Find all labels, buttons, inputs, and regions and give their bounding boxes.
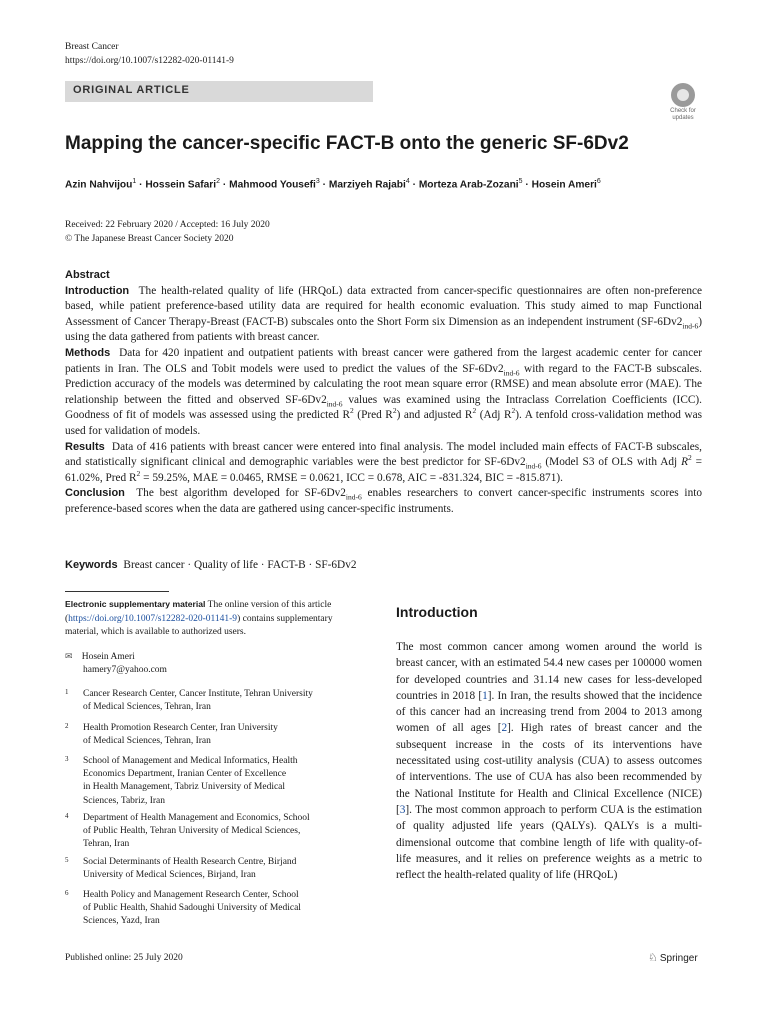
- abstract-text: The best algorithm developed for SF-6Dv2: [136, 487, 346, 500]
- italic-r: R: [681, 456, 688, 469]
- author-separator: ·: [522, 179, 532, 191]
- conclusion-label: Conclusion: [65, 487, 125, 500]
- check-updates-line2: updates: [672, 114, 694, 121]
- author-affiliation-ref: 1: [132, 178, 137, 185]
- affiliation-2: [65, 722, 365, 748]
- abstract-text: (Adj R: [476, 409, 512, 422]
- copyright-notice: © The Japanese Breast Cancer Society 2020: [65, 233, 234, 244]
- check-updates-line1: Check for: [670, 108, 696, 114]
- affiliation-line: Cancer Research Center, Cancer Institute, Tehran University: [83, 689, 313, 699]
- affiliation-line: in Health Management, Tabriz University of Medical: [83, 782, 286, 793]
- superscript: 2: [392, 406, 397, 416]
- abstract-text: (Pred R: [353, 409, 393, 422]
- keywords-label: Keywords: [65, 559, 118, 571]
- subscript: ind-6: [326, 399, 343, 408]
- envelope-icon: ✉: [65, 652, 73, 662]
- check-for-updates-badge[interactable]: [662, 83, 704, 125]
- article-doi[interactable]: https://doi.org/10.1007/s12282-020-01141-9: [65, 56, 234, 66]
- keywords-line: [65, 559, 357, 571]
- esm-label: Electronic supplementary material: [65, 599, 206, 609]
- published-date: Published online: 25 July 2020: [65, 953, 183, 963]
- citation-link[interactable]: 3: [399, 803, 406, 816]
- affiliation-5: [65, 856, 365, 882]
- check-updates-icon: [671, 83, 695, 107]
- affiliation-6: [65, 889, 365, 929]
- body-text: ]. The most common approach to perform CUA is the estimation of quality adjusted life years (QALYs). QALYs is a multi-dimensional outcome that combine length of life with quality-of-life measures, and it relies on preference weights as a metric to reflect the health-related quality of life (HRQoL): [396, 803, 702, 882]
- subscript: ind-6: [682, 321, 699, 331]
- author-separator: ·: [319, 179, 329, 191]
- superscript: 2: [350, 406, 354, 416]
- affiliation-line: Sciences, Tabriz, Iran: [83, 795, 165, 806]
- author-name[interactable]: Morteza Arab-Zozani: [418, 179, 519, 191]
- abstract-text: = 59.25%, MAE = 0.0465, RMSE = 0.0621, ICC = 0.678, AIC = -831.324, BIC = -815.871).: [140, 471, 563, 484]
- affiliation-1: [65, 688, 365, 714]
- subscript: ind-6: [503, 367, 520, 377]
- article-dates: [65, 219, 270, 246]
- affiliation-line: Economics Department, Iranian Center of Excellence: [83, 769, 287, 780]
- subscript: ind-6: [525, 461, 542, 471]
- abstract-text: Data for 420 inpatient and outpatient patients with breast cancer were gathered from the largest academic center for cancer patients in Iran. The OLS and Tobit models were used to predict the values of the SF-6Dv2: [65, 346, 702, 375]
- springer-horse-icon: ♘: [648, 951, 658, 964]
- abstract-text: values was examined using the Intraclass Correlation Coefficients (ICC). Goodness of fit of models was assessed using the predicted R: [65, 393, 702, 422]
- introduction-body: [396, 639, 702, 883]
- author-affiliation-ref: 5: [518, 178, 523, 185]
- affiliation-number: 4: [65, 812, 69, 820]
- corresponding-name: Hosein Ameri: [81, 652, 135, 662]
- affiliation-line: Health Policy and Management Research Center, School: [83, 890, 299, 900]
- affiliation-line: of Medical Sciences, Tehran, Iran: [83, 736, 211, 747]
- affiliation-line: Social Determinants of Health Research Centre, Birjand: [83, 857, 297, 867]
- introduction-label: Introduction: [65, 284, 130, 297]
- abstract-text: ). A tenfold cross-validation method was used for validation of models.: [65, 409, 702, 437]
- author-name[interactable]: Hosein Ameri: [531, 179, 597, 191]
- abstract-results: [65, 440, 702, 487]
- esm-text: The online version of this article (: [65, 600, 332, 624]
- abstract-conclusion: [65, 486, 702, 517]
- affiliation-line: of Public Health, Tehran University of Medical Sciences,: [83, 826, 301, 837]
- author-affiliation-ref: 2: [216, 178, 221, 185]
- author-separator: ·: [220, 179, 230, 191]
- publisher-name: Springer: [659, 953, 698, 964]
- author-affiliation-ref: 3: [315, 178, 320, 185]
- affiliation-line: of Public Health, Shahid Sadoughi University of Medical: [83, 903, 301, 914]
- results-label: Results: [65, 440, 105, 453]
- keywords-text: Breast cancer · Quality of life · FACT-B · SF-6Dv2: [123, 559, 357, 571]
- author-affiliation-ref: 4: [405, 178, 410, 185]
- affiliation-4: [65, 812, 365, 852]
- article-title: Mapping the cancer-specific FACT-B onto the generic SF-6Dv2: [65, 133, 629, 154]
- affiliation-3: [65, 755, 365, 808]
- abstract-text: = 61.02%, Pred R: [65, 456, 702, 484]
- affiliation-number: 5: [65, 856, 69, 864]
- abstract-text: ) and adjusted R: [396, 409, 473, 422]
- author-list: [65, 178, 601, 190]
- corresponding-author: [65, 651, 167, 677]
- affiliation-number: 3: [65, 755, 69, 763]
- body-text: ]. High rates of breast cancer and the subsequent increase in the costs of its interventions have necessitated using cost-utility analysis (CUA) to assess outcomes of interventions. The use of CUA has also been recommended by the National Institute for Health and Clinical Excellence (NICE) [: [396, 722, 702, 816]
- affiliation-number: 1: [65, 688, 69, 696]
- affiliation-number: 2: [65, 722, 69, 730]
- abstract-text: enables researchers to convert cancer-specific instruments scores into preference-based scores when the data are gathered using cancer-specific instruments.: [65, 487, 703, 515]
- abstract-heading: Abstract: [65, 269, 110, 281]
- author-name[interactable]: Marziyeh Rajabi: [328, 179, 406, 191]
- author-separator: ·: [136, 179, 146, 191]
- footnote-divider: [65, 591, 169, 592]
- journal-name: Breast Cancer: [65, 42, 119, 52]
- abstract-section: [65, 268, 702, 518]
- affiliation-line: University of Medical Sciences, Birjand, Iran: [83, 870, 256, 881]
- abstract-text: The health-related quality of life (HRQoL) data extracted from cancer-specific questionnaires are often non-preference based, while patient preference-based utility data are required for health economic evaluation. This study aimed to map Functional Assessment of Cancer Therapy-Breast (FACT-B) subscales onto the Short Form six Dimension as an independent instrument (SF-6Dv2: [65, 284, 702, 328]
- author-separator: ·: [409, 179, 419, 191]
- affiliation-line: Health Promotion Research Center, Iran University: [83, 723, 278, 733]
- author-name[interactable]: Hossein Safari: [145, 179, 217, 191]
- affiliation-line: of Medical Sciences, Tehran, Iran: [83, 702, 211, 713]
- supplementary-material-note: [65, 598, 365, 640]
- esm-text: ) contains supplementary material, which is available to authorized users.: [65, 613, 333, 637]
- author-affiliation-ref: 6: [596, 178, 601, 185]
- abstract-introduction: [65, 284, 702, 346]
- citation-link[interactable]: 1: [482, 689, 488, 702]
- superscript: 2: [136, 468, 141, 478]
- abstract-methods: [65, 346, 702, 440]
- citation-link[interactable]: 2: [501, 722, 508, 735]
- received-accepted-dates: Received: 22 February 2020 / Accepted: 16 July 2020: [65, 220, 270, 230]
- abstract-text: ) using the data gathered from patients with breast cancer.: [65, 315, 702, 344]
- author-name[interactable]: Mahmood Yousefi: [229, 179, 316, 191]
- affiliation-line: Sciences, Yazd, Iran: [83, 916, 160, 927]
- affiliation-line: Department of Health Management and Economics, School: [83, 813, 310, 823]
- introduction-heading: Introduction: [396, 604, 478, 620]
- subscript: ind-6: [345, 492, 362, 502]
- publisher-logo: [648, 951, 698, 964]
- superscript: 2: [687, 453, 692, 463]
- body-text: ]. In Iran, the results showed that the incidence of this cancer had an increasing trend from 2004 to 2013 among women of all ages [: [396, 689, 702, 735]
- abstract-text: with regard to the FACT-B subscales. Prediction accuracy of the models was determined by calculating the root mean square error (RMSE) and mean absolute error (MAE). The relationship between the fitted and observed SF-6Dv2: [65, 362, 702, 406]
- superscript: 2: [472, 406, 477, 416]
- affiliation-line: Tehran, Iran: [83, 839, 130, 850]
- article-type-banner: ORIGINAL ARTICLE: [65, 81, 373, 102]
- esm-link[interactable]: https://doi.org/10.1007/s12282-020-01141-9: [68, 613, 238, 624]
- author-name[interactable]: Azin Nahvijou: [65, 179, 133, 191]
- abstract-text: (Model S3 of OLS with Adj: [541, 456, 682, 469]
- abstract-text: Data of 416 patients with breast cancer were entered into final analysis. The model included main effects of FACT-B subscales, and statistically significant clinical and demographic variables were the best predictor for SF-6Dv2: [65, 440, 702, 469]
- body-text: The most common cancer among women around the world is breast cancer, with an estimated 54.4 new cases per 100000 women for developed countries and 31.14 new cases for less-developed countries in 2018 [: [396, 641, 702, 702]
- superscript: 2: [511, 406, 516, 416]
- methods-label: Methods: [65, 346, 111, 359]
- affiliation-line: School of Management and Medical Informatics, Health: [83, 756, 298, 766]
- affiliation-number: 6: [65, 889, 69, 897]
- corresponding-email[interactable]: hamery7@yahoo.com: [83, 665, 167, 675]
